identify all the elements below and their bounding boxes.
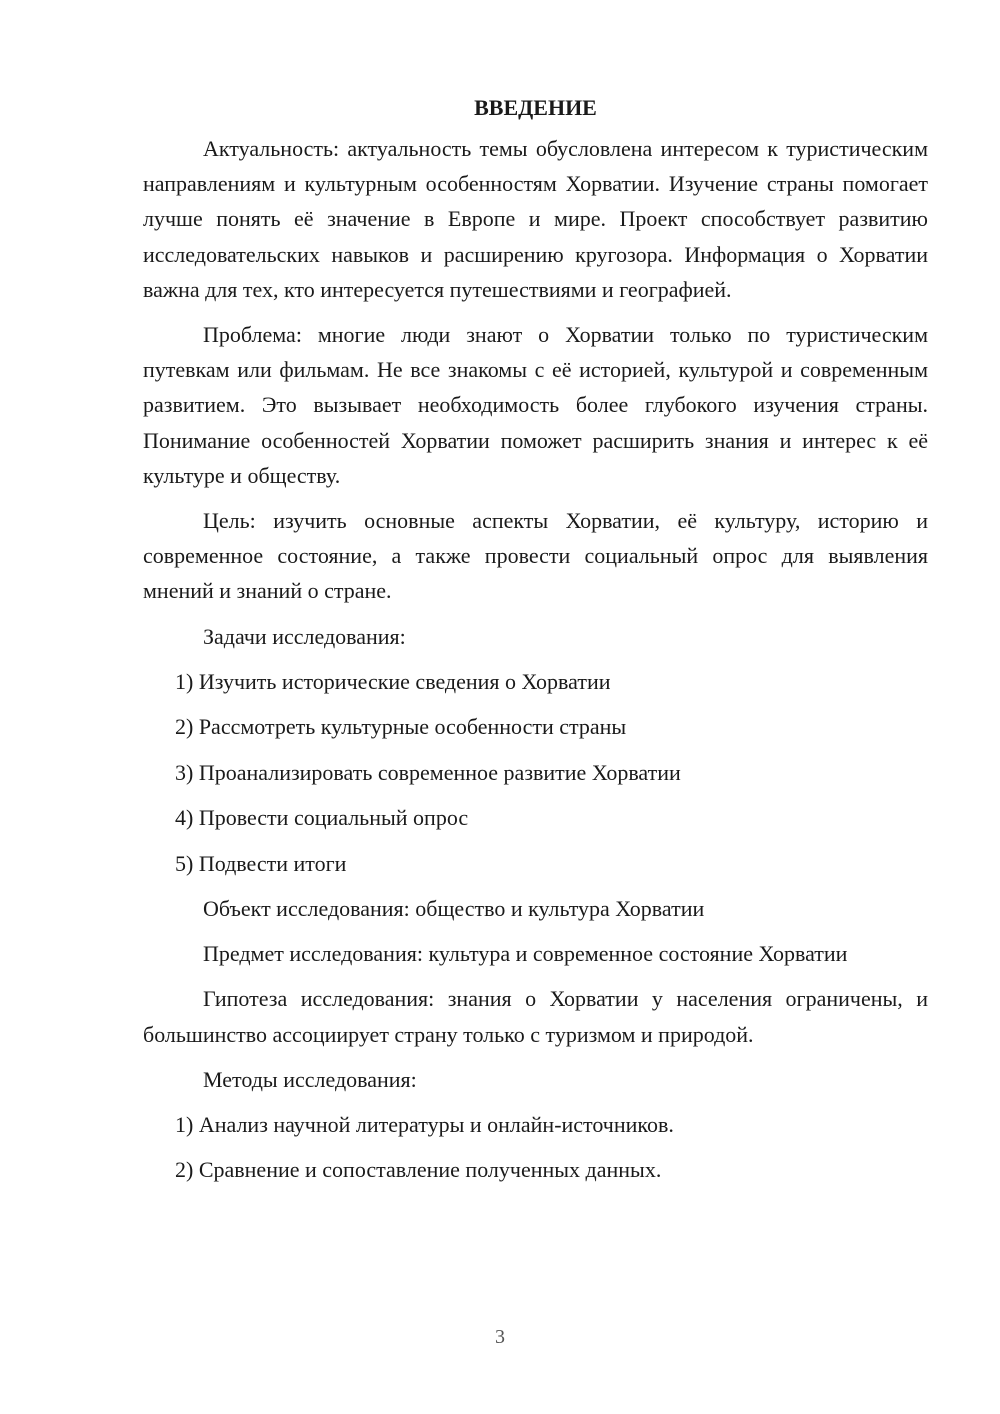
tasks-title: Задачи исследования:: [203, 623, 406, 649]
task-item: 1) Изучить исторические сведения о Хорватии: [175, 668, 611, 694]
task-item: 3) Проанализировать современное развитие Хорватии: [175, 759, 681, 785]
task-item: 4) Провести социальный опрос: [175, 805, 469, 831]
goal-paragraph: Цель: изучить основные аспекты Хорватии, её культуру, историю и современное состояние, а также провести социальный опрос для выявления мнений и знаний о стране.: [143, 508, 928, 604]
task-item: 2) Рассмотреть культурные особенности страны: [175, 714, 627, 740]
subject-paragraph: Предмет исследования: культура и современное состояние Хорватии: [203, 941, 848, 967]
method-item: 1) Анализ научной литературы и онлайн-источников.: [175, 1111, 674, 1137]
page-number: 3: [495, 1326, 505, 1348]
methods-title: Методы исследования:: [203, 1066, 417, 1092]
problem-paragraph: Проблема: многие люди знают о Хорватии только по туристическим путевкам или фильмам. Не все знакомы с её историей, культурой и современным развитием. Это вызывает необходимость более глубокого изучения страны. Понимание особенностей Хорватии поможет расширить знания и интерес к её культуре и обществу.: [143, 322, 928, 488]
hypothesis-paragraph: Гипотеза исследования: знания о Хорватии у населения ограничены, и большинство ассоциирует страну только с туризмом и природой.: [143, 986, 928, 1047]
relevance-paragraph: Актуальность: актуальность темы обусловлена интересом к туристическим направлениям и культурным особенностям Хорватии. Изучение страны помогает лучше понять её значение в Европе и мире. Проект способствует развитию исследовательских навыков и расширению кругозора. Информация о Хорватии важна для тех, кто интересуется путешествиями и географией.: [143, 136, 928, 302]
document-page: [143, 90, 928, 1198]
task-item: 5) Подвести итоги: [175, 850, 347, 876]
section-heading: ВВЕДЕНИЕ: [474, 95, 597, 120]
object-paragraph: Объект исследования: общество и культура Хорватии: [203, 896, 705, 922]
method-item: 2) Сравнение и сопоставление полученных данных.: [175, 1157, 662, 1183]
